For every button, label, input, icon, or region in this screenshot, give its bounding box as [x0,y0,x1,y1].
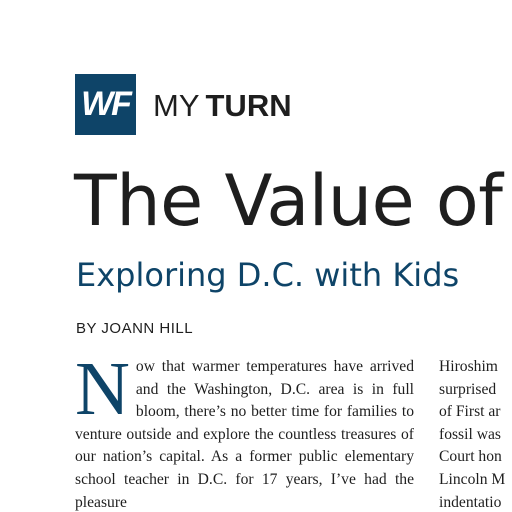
body-column-1 [75,347,414,512]
section-title [153,88,292,124]
col2-line: of First ar [439,403,501,421]
col2-line: Court hon [439,448,502,466]
body-column-2 [439,356,512,512]
article-byline: BY JOANN HILL [76,320,194,337]
section-title-bold: TURN [205,88,292,123]
col2-line: indentatio [439,493,502,511]
col2-line: Hiroshim [439,358,498,375]
col2-line: surprised [439,380,497,398]
wf-logo: WF [75,74,136,135]
drop-cap: N [75,347,130,431]
article-headline: The Value of [74,160,503,242]
col2-line: Lincoln M [439,470,506,488]
section-title-light: MY [153,88,200,123]
article-subhead: Exploring D.C. with Kids [76,256,460,294]
col2-line: fossil was [439,425,501,443]
body-text-col1: ow that warmer temperatures have arrived and the Washington, D.C. area is in full bloom, there’s no better time for families to venture outside and explore the countless treasures of our nation’s capital. As a former public elementary school teacher in D.C. for 17 years, I’ve had the pleasure [75,358,414,511]
